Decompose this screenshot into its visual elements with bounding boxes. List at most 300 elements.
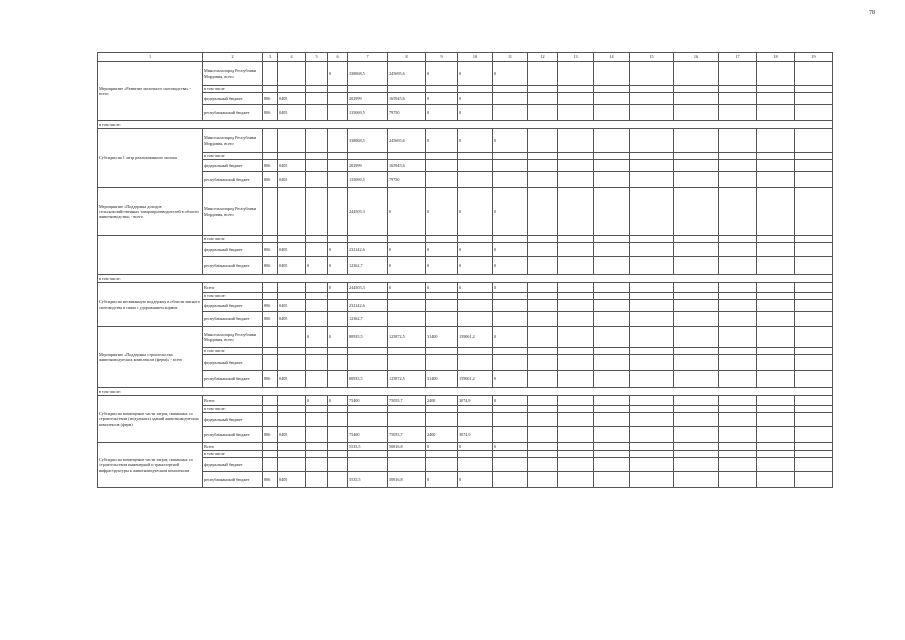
table-cell: 75055,7 bbox=[388, 427, 426, 443]
table-cell bbox=[306, 458, 328, 472]
table-cell bbox=[795, 443, 833, 451]
table-cell bbox=[630, 427, 674, 443]
table-cell bbox=[719, 472, 757, 488]
table-cell: 75400 bbox=[348, 427, 388, 443]
table-cell bbox=[388, 451, 426, 458]
table-cell bbox=[458, 413, 493, 427]
table-cell bbox=[263, 443, 278, 451]
table-cell bbox=[795, 371, 833, 388]
table-cell: в том числе bbox=[203, 451, 263, 458]
table-cell: 80935,5 bbox=[348, 371, 388, 388]
table-cell bbox=[328, 348, 348, 355]
table-cell: 31400 bbox=[426, 327, 458, 348]
table-row bbox=[98, 472, 833, 488]
table-cell bbox=[98, 236, 203, 275]
table-cell: 79750 bbox=[388, 172, 426, 188]
table-cell: в том числе bbox=[203, 153, 263, 160]
table-cell bbox=[528, 327, 558, 348]
table-cell bbox=[328, 451, 348, 458]
table-cell: 125872,5 bbox=[388, 371, 426, 388]
table-cell bbox=[328, 160, 348, 172]
table-cell bbox=[348, 236, 388, 243]
table-cell bbox=[348, 406, 388, 413]
table-cell bbox=[558, 472, 594, 488]
table-row bbox=[98, 160, 833, 172]
table-cell bbox=[757, 62, 795, 86]
table-cell bbox=[674, 300, 719, 312]
table-cell: 0 bbox=[426, 472, 458, 488]
table-cell bbox=[426, 86, 458, 93]
table-cell bbox=[757, 93, 795, 105]
table-cell bbox=[674, 458, 719, 472]
table-cell bbox=[757, 413, 795, 427]
table-cell bbox=[594, 243, 630, 257]
table-cell bbox=[263, 458, 278, 472]
table-cell: 0 bbox=[493, 327, 528, 348]
table-cell: 3074,9 bbox=[458, 427, 493, 443]
table-cell bbox=[348, 413, 388, 427]
table-cell bbox=[594, 93, 630, 105]
table-cell bbox=[795, 355, 833, 371]
table-cell: 165945,6 bbox=[388, 93, 426, 105]
table-row bbox=[98, 312, 833, 327]
table-cell bbox=[630, 396, 674, 406]
table-cell bbox=[328, 300, 348, 312]
table-cell bbox=[594, 443, 630, 451]
table-row bbox=[98, 188, 833, 236]
table-cell bbox=[795, 348, 833, 355]
table-cell bbox=[719, 93, 757, 105]
table-cell bbox=[757, 105, 795, 121]
table-cell bbox=[388, 153, 426, 160]
table-cell: 0405 bbox=[278, 172, 306, 188]
table-cell: 0 bbox=[458, 283, 493, 293]
table-cell: 0 bbox=[458, 188, 493, 236]
table-cell bbox=[306, 160, 328, 172]
table-cell bbox=[306, 105, 328, 121]
table-cell bbox=[558, 129, 594, 153]
column-header: 12 bbox=[528, 53, 558, 62]
table-cell bbox=[328, 406, 348, 413]
table-cell: 0 bbox=[426, 188, 458, 236]
column-header: 9 bbox=[426, 53, 458, 62]
table-cell bbox=[795, 93, 833, 105]
table-cell bbox=[263, 396, 278, 406]
table-cell bbox=[630, 188, 674, 236]
table-row bbox=[98, 283, 833, 293]
column-header: 5 bbox=[306, 53, 328, 62]
table-cell: Мероприятие «Развитие молочного скотоводства» - всего bbox=[98, 62, 203, 121]
table-cell bbox=[558, 427, 594, 443]
table-cell bbox=[674, 129, 719, 153]
table-cell: 0405 bbox=[278, 257, 306, 275]
table-cell bbox=[719, 312, 757, 327]
section-label-row bbox=[98, 388, 833, 396]
table-cell bbox=[348, 451, 388, 458]
table-cell bbox=[719, 105, 757, 121]
table-cell bbox=[674, 327, 719, 348]
table-cell bbox=[306, 129, 328, 153]
table-cell bbox=[630, 312, 674, 327]
table-cell bbox=[757, 458, 795, 472]
table-row bbox=[98, 355, 833, 371]
table-cell bbox=[757, 355, 795, 371]
table-cell: 806 bbox=[263, 243, 278, 257]
table-cell bbox=[493, 472, 528, 488]
table-cell bbox=[528, 129, 558, 153]
table-cell bbox=[458, 458, 493, 472]
table-cell bbox=[674, 312, 719, 327]
table-cell bbox=[388, 406, 426, 413]
table-cell bbox=[630, 153, 674, 160]
table-cell bbox=[528, 172, 558, 188]
table-row bbox=[98, 406, 833, 413]
table-cell bbox=[630, 236, 674, 243]
table-cell: 135069,5 bbox=[348, 105, 388, 121]
table-cell bbox=[630, 443, 674, 451]
table-cell bbox=[493, 86, 528, 93]
table-cell bbox=[795, 283, 833, 293]
table-cell: Мероприятие «Поддержка строительства животноводческих комплексов (ферм)» - всего bbox=[98, 327, 203, 388]
table-cell: 0405 bbox=[278, 160, 306, 172]
table-cell bbox=[757, 371, 795, 388]
column-header: 4 bbox=[278, 53, 306, 62]
table-cell bbox=[757, 427, 795, 443]
table-cell bbox=[306, 406, 328, 413]
table-cell: 202999 bbox=[348, 160, 388, 172]
table-cell: 0 bbox=[493, 396, 528, 406]
table-cell bbox=[757, 472, 795, 488]
table-cell bbox=[630, 105, 674, 121]
table-cell: 806 bbox=[263, 472, 278, 488]
table-cell: 338068,5 bbox=[348, 129, 388, 153]
table-cell bbox=[458, 293, 493, 300]
column-header: 8 bbox=[388, 53, 426, 62]
table-cell: 3074,9 bbox=[458, 396, 493, 406]
table-cell bbox=[263, 406, 278, 413]
table-cell bbox=[306, 472, 328, 488]
table-cell bbox=[278, 86, 306, 93]
table-cell bbox=[594, 283, 630, 293]
table-cell bbox=[263, 188, 278, 236]
table-cell: федеральный бюджет bbox=[203, 413, 263, 427]
table-cell: 0 bbox=[458, 243, 493, 257]
table-cell bbox=[278, 355, 306, 371]
table-cell bbox=[278, 406, 306, 413]
table-cell bbox=[630, 348, 674, 355]
table-cell: 0405 bbox=[278, 300, 306, 312]
section-label-row bbox=[98, 275, 833, 283]
table-cell bbox=[263, 348, 278, 355]
table-cell bbox=[674, 153, 719, 160]
table-cell bbox=[348, 355, 388, 371]
table-cell bbox=[757, 406, 795, 413]
table-cell bbox=[388, 458, 426, 472]
table-cell: 0 bbox=[306, 327, 328, 348]
table-cell bbox=[306, 451, 328, 458]
table-cell bbox=[263, 129, 278, 153]
table-cell bbox=[493, 413, 528, 427]
table-cell: в том числе: bbox=[203, 406, 263, 413]
table-row bbox=[98, 300, 833, 312]
table-cell bbox=[795, 129, 833, 153]
table-cell bbox=[278, 62, 306, 86]
table-cell bbox=[674, 406, 719, 413]
table-cell bbox=[719, 129, 757, 153]
table-cell bbox=[493, 312, 528, 327]
table-cell: республиканский бюджет bbox=[203, 105, 263, 121]
table-cell bbox=[719, 236, 757, 243]
table-cell bbox=[630, 451, 674, 458]
table-cell bbox=[388, 86, 426, 93]
table-cell: 0 bbox=[458, 62, 493, 86]
table-cell bbox=[306, 312, 328, 327]
section-label: в том числе: bbox=[98, 121, 833, 129]
table-cell bbox=[528, 371, 558, 388]
table-cell bbox=[458, 355, 493, 371]
table-cell: 806 bbox=[263, 105, 278, 121]
table-cell bbox=[528, 396, 558, 406]
table-cell: республиканский бюджет bbox=[203, 472, 263, 488]
table-cell bbox=[426, 160, 458, 172]
table-cell bbox=[757, 243, 795, 257]
table-cell bbox=[278, 188, 306, 236]
table-cell bbox=[674, 257, 719, 275]
table-cell: 0 bbox=[458, 105, 493, 121]
table-cell bbox=[594, 406, 630, 413]
table-cell bbox=[795, 451, 833, 458]
table-cell: 0 bbox=[306, 396, 328, 406]
table-cell: в том числе bbox=[203, 348, 263, 355]
table-cell bbox=[388, 236, 426, 243]
table-cell bbox=[426, 413, 458, 427]
table-row bbox=[98, 129, 833, 153]
table-cell bbox=[306, 413, 328, 427]
table-cell bbox=[594, 327, 630, 348]
table-cell bbox=[558, 105, 594, 121]
table-cell bbox=[719, 413, 757, 427]
table-cell bbox=[328, 86, 348, 93]
table-cell bbox=[306, 93, 328, 105]
table-cell bbox=[306, 293, 328, 300]
table-cell: 0 bbox=[426, 93, 458, 105]
table-cell bbox=[757, 257, 795, 275]
table-cell bbox=[757, 236, 795, 243]
table-row bbox=[98, 413, 833, 427]
table-cell bbox=[719, 443, 757, 451]
table-cell bbox=[306, 443, 328, 451]
table-cell bbox=[558, 396, 594, 406]
column-header: 17 bbox=[719, 53, 757, 62]
table-cell bbox=[719, 396, 757, 406]
table-cell bbox=[388, 312, 426, 327]
table-cell bbox=[674, 188, 719, 236]
table-cell bbox=[719, 188, 757, 236]
table-cell bbox=[528, 153, 558, 160]
table-cell bbox=[795, 312, 833, 327]
table-cell bbox=[757, 300, 795, 312]
column-header: 13 bbox=[558, 53, 594, 62]
table-cell bbox=[630, 93, 674, 105]
table-cell bbox=[757, 86, 795, 93]
table-cell bbox=[263, 327, 278, 348]
table-cell: 0 bbox=[426, 257, 458, 275]
table-cell bbox=[719, 300, 757, 312]
table-cell bbox=[528, 427, 558, 443]
column-header: 3 bbox=[263, 53, 278, 62]
table-cell bbox=[263, 355, 278, 371]
table-cell bbox=[719, 451, 757, 458]
table-cell bbox=[719, 371, 757, 388]
table-cell bbox=[757, 312, 795, 327]
table-cell bbox=[278, 451, 306, 458]
table-cell: 0 bbox=[493, 371, 528, 388]
table-cell bbox=[426, 153, 458, 160]
table-cell bbox=[528, 93, 558, 105]
table-cell bbox=[594, 188, 630, 236]
table-cell bbox=[528, 451, 558, 458]
table-cell bbox=[426, 293, 458, 300]
column-header: 19 bbox=[795, 53, 833, 62]
table-cell: федеральный бюджет bbox=[203, 300, 263, 312]
table-cell bbox=[594, 129, 630, 153]
table-cell bbox=[630, 300, 674, 312]
table-cell bbox=[757, 451, 795, 458]
table-cell bbox=[328, 293, 348, 300]
table-cell: 244505,3 bbox=[348, 188, 388, 236]
table-cell bbox=[757, 160, 795, 172]
table-row bbox=[98, 348, 833, 355]
table-cell bbox=[630, 172, 674, 188]
table-cell bbox=[426, 458, 458, 472]
table-cell: 0 bbox=[328, 257, 348, 275]
table-cell bbox=[594, 236, 630, 243]
table-cell bbox=[795, 243, 833, 257]
table-cell: 0 bbox=[458, 472, 493, 488]
table-cell bbox=[719, 327, 757, 348]
table-cell bbox=[795, 153, 833, 160]
table-cell: Всего: bbox=[203, 283, 263, 293]
table-cell bbox=[306, 236, 328, 243]
table-cell: 232142,6 bbox=[348, 300, 388, 312]
table-cell bbox=[528, 413, 558, 427]
table-cell bbox=[426, 348, 458, 355]
table-cell bbox=[458, 236, 493, 243]
table-cell bbox=[528, 243, 558, 257]
table-cell bbox=[306, 188, 328, 236]
table-cell bbox=[594, 451, 630, 458]
table-cell bbox=[493, 172, 528, 188]
table-cell bbox=[458, 406, 493, 413]
table-cell bbox=[328, 458, 348, 472]
table-cell bbox=[795, 236, 833, 243]
table-cell: 135069,5 bbox=[348, 172, 388, 188]
column-header: 14 bbox=[594, 53, 630, 62]
table-cell bbox=[795, 105, 833, 121]
table-cell: 244505,3 bbox=[348, 283, 388, 293]
table-cell bbox=[594, 105, 630, 121]
table-cell bbox=[719, 348, 757, 355]
table-cell: 0 bbox=[458, 443, 493, 451]
table-cell bbox=[528, 86, 558, 93]
table-cell: республиканский бюджет bbox=[203, 371, 263, 388]
table-cell bbox=[594, 160, 630, 172]
table-cell: федеральный бюджет bbox=[203, 355, 263, 371]
table-cell bbox=[757, 293, 795, 300]
table-cell: 0 bbox=[458, 257, 493, 275]
table-cell: 232142,6 bbox=[348, 243, 388, 257]
table-cell: 50816,8 bbox=[388, 472, 426, 488]
table-cell: 806 bbox=[263, 427, 278, 443]
table-cell bbox=[674, 293, 719, 300]
table-cell bbox=[594, 458, 630, 472]
table-cell bbox=[263, 293, 278, 300]
table-cell bbox=[719, 243, 757, 257]
table-cell bbox=[757, 396, 795, 406]
table-row bbox=[98, 396, 833, 406]
table-cell bbox=[757, 188, 795, 236]
table-cell bbox=[757, 172, 795, 188]
table-row bbox=[98, 257, 833, 275]
table-cell: 0 bbox=[458, 129, 493, 153]
table-cell bbox=[630, 472, 674, 488]
column-header: 6 bbox=[328, 53, 348, 62]
table-cell: 165945,6 bbox=[388, 160, 426, 172]
table-cell bbox=[795, 188, 833, 236]
table-cell bbox=[263, 451, 278, 458]
table-cell bbox=[528, 312, 558, 327]
table-cell bbox=[328, 236, 348, 243]
table-cell: республиканский бюджет bbox=[203, 172, 263, 188]
table-cell: Субсидии на возмещение части затрат, связанных со строительством (модульных) зданий животноводческих комплексов (ферм) bbox=[98, 396, 203, 443]
table-cell bbox=[493, 160, 528, 172]
table-cell bbox=[558, 188, 594, 236]
table-cell bbox=[528, 443, 558, 451]
table-cell bbox=[594, 293, 630, 300]
table-cell bbox=[528, 355, 558, 371]
table-cell bbox=[328, 413, 348, 427]
table-cell: 806 bbox=[263, 93, 278, 105]
table-cell: 338068,5 bbox=[348, 62, 388, 86]
table-cell bbox=[630, 62, 674, 86]
table-cell: 806 bbox=[263, 172, 278, 188]
table-cell bbox=[630, 327, 674, 348]
table-cell bbox=[719, 62, 757, 86]
table-cell: 0 bbox=[426, 62, 458, 86]
table-cell bbox=[388, 413, 426, 427]
table-cell bbox=[458, 312, 493, 327]
table-cell bbox=[674, 236, 719, 243]
table-cell bbox=[757, 129, 795, 153]
table-cell bbox=[528, 283, 558, 293]
table-cell bbox=[528, 472, 558, 488]
table-cell bbox=[795, 62, 833, 86]
table-cell bbox=[558, 153, 594, 160]
table-cell bbox=[594, 86, 630, 93]
table-cell bbox=[795, 160, 833, 172]
table-cell: в том числе bbox=[203, 236, 263, 243]
table-cell bbox=[426, 406, 458, 413]
table-cell bbox=[674, 160, 719, 172]
table-cell bbox=[630, 160, 674, 172]
table-cell bbox=[558, 257, 594, 275]
table-cell bbox=[558, 451, 594, 458]
table-cell: 0 bbox=[306, 257, 328, 275]
table-cell: 0 bbox=[493, 188, 528, 236]
table-cell: 75055,7 bbox=[388, 396, 426, 406]
table-row bbox=[98, 236, 833, 243]
table-cell: 2400 bbox=[426, 396, 458, 406]
